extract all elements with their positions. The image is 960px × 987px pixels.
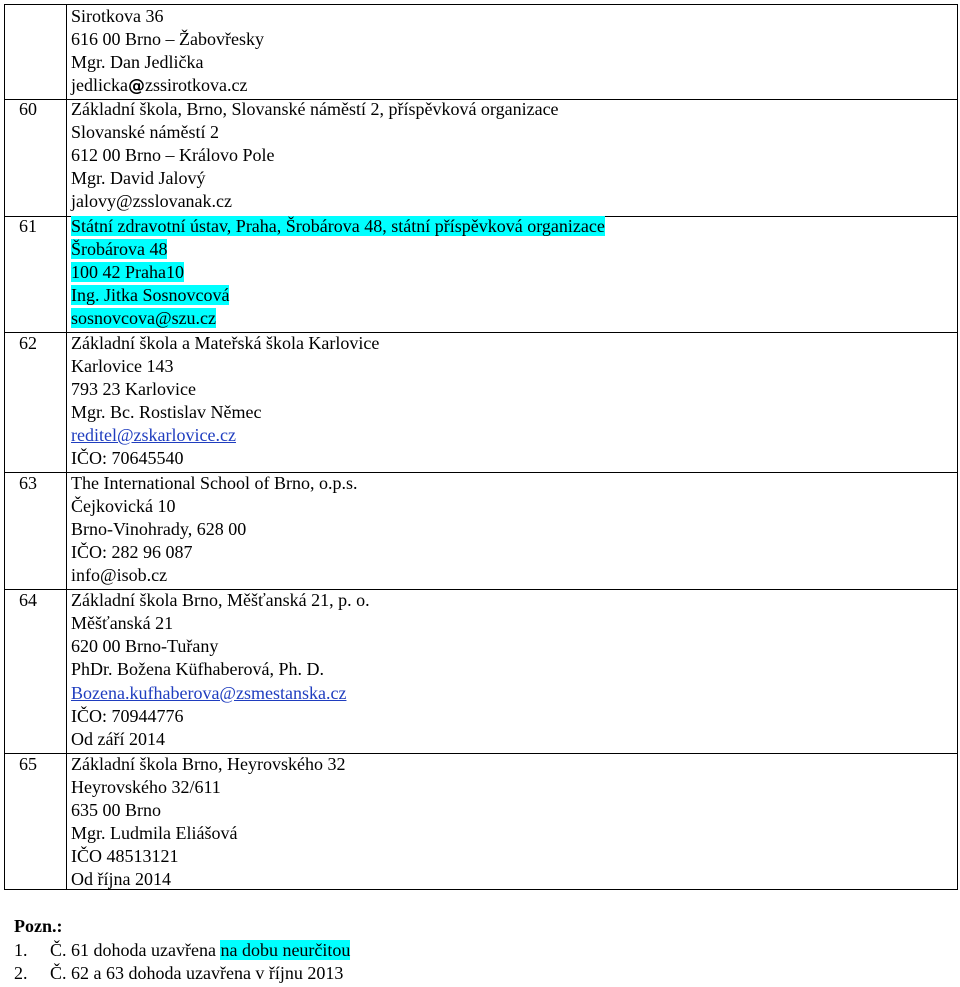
contact-person: Ing. Jitka Sosnovcová	[71, 285, 230, 305]
note-text: Č. 62 a 63 dohoda uzavřena v říjnu 2013	[50, 963, 344, 983]
organization-name: Základní škola, Brno, Slovanské náměstí 2, příspěvková organizace	[71, 99, 559, 119]
email-user: jedlicka	[71, 75, 128, 95]
ico-line: IČO 48513121	[71, 846, 179, 866]
organization-name: Základní škola a Mateřská škola Karlovice	[71, 333, 380, 353]
contact-person: Mgr. Bc. Rostislav Němec	[71, 402, 262, 422]
note-prefix: Č. 61 dohoda uzavřena	[50, 940, 221, 960]
note-number: 1.	[14, 940, 28, 960]
ico-line: IČO: 282 96 087	[71, 542, 193, 562]
email-text: info@isob.cz	[71, 565, 168, 585]
row-number: 60	[19, 99, 37, 119]
at-sign: @	[127, 76, 145, 96]
ico-line: IČO: 70944776	[71, 706, 184, 726]
email-text: sosnovcova@szu.cz	[71, 308, 217, 328]
note-text	[50, 939, 350, 962]
note-highlight: na dobu neurčitou	[220, 940, 351, 960]
postal-line: Brno-Vinohrady, 628 00	[71, 519, 247, 539]
address-line: Šrobárova 48	[71, 239, 168, 259]
postal-line: 620 00 Brno-Tuřany	[71, 636, 219, 656]
row-number: 61	[19, 216, 37, 236]
address-line: Sirotkova 36	[71, 6, 164, 26]
contact-person: Mgr. David Jalový	[71, 168, 206, 188]
address-line: Karlovice 143	[71, 356, 174, 376]
column-divider	[66, 5, 67, 889]
email-text: jalovy@zsslovanak.cz	[71, 191, 233, 211]
postal-line: 612 00 Brno – Královo Pole	[71, 145, 275, 165]
date-line: Od října 2014	[71, 869, 171, 889]
postal-line: 793 23 Karlovice	[71, 379, 196, 399]
contact-person: Mgr. Dan Jedlička	[71, 52, 204, 72]
row-number: 62	[19, 333, 37, 353]
notes-heading: Pozn.:	[14, 916, 63, 936]
email-link[interactable]: reditel@zskarlovice.cz	[71, 425, 236, 445]
ico-line: IČO: 70645540	[71, 448, 184, 468]
postal-line: 616 00 Brno – Žabovřesky	[71, 29, 264, 49]
contact-person: PhDr. Božena Küfhaberová, Ph. D.	[71, 659, 324, 679]
organization-name: Státní zdravotní ústav, Praha, Šrobárova 48, státní příspěvková organizace	[71, 216, 605, 236]
organization-name: The International School of Brno, o.p.s.	[71, 473, 358, 493]
note-number: 2.	[14, 963, 28, 983]
address-line: Měšťanská 21	[71, 613, 174, 633]
address-line: Heyrovského 32/611	[71, 777, 221, 797]
email-domain: zssirotkova.cz	[144, 75, 248, 95]
address-line: Čejkovická 10	[71, 496, 176, 516]
row-number: 63	[19, 473, 37, 493]
address-line: Slovanské náměstí 2	[71, 122, 219, 142]
postal-line: 635 00 Brno	[71, 800, 161, 820]
row-number: 64	[19, 590, 37, 610]
email-link[interactable]: Bozena.kufhaberova@zsmestanska.cz	[71, 683, 347, 703]
postal-line: 100 42 Praha10	[71, 262, 184, 282]
contact-person: Mgr. Ludmila Eliášová	[71, 823, 238, 843]
organization-name: Základní škola Brno, Heyrovského 32	[71, 754, 346, 774]
date-line: Od září 2014	[71, 729, 165, 749]
email-text	[71, 74, 247, 98]
row-number: 65	[19, 754, 37, 774]
organization-name: Základní škola Brno, Měšťanská 21, p. o.	[71, 590, 370, 610]
